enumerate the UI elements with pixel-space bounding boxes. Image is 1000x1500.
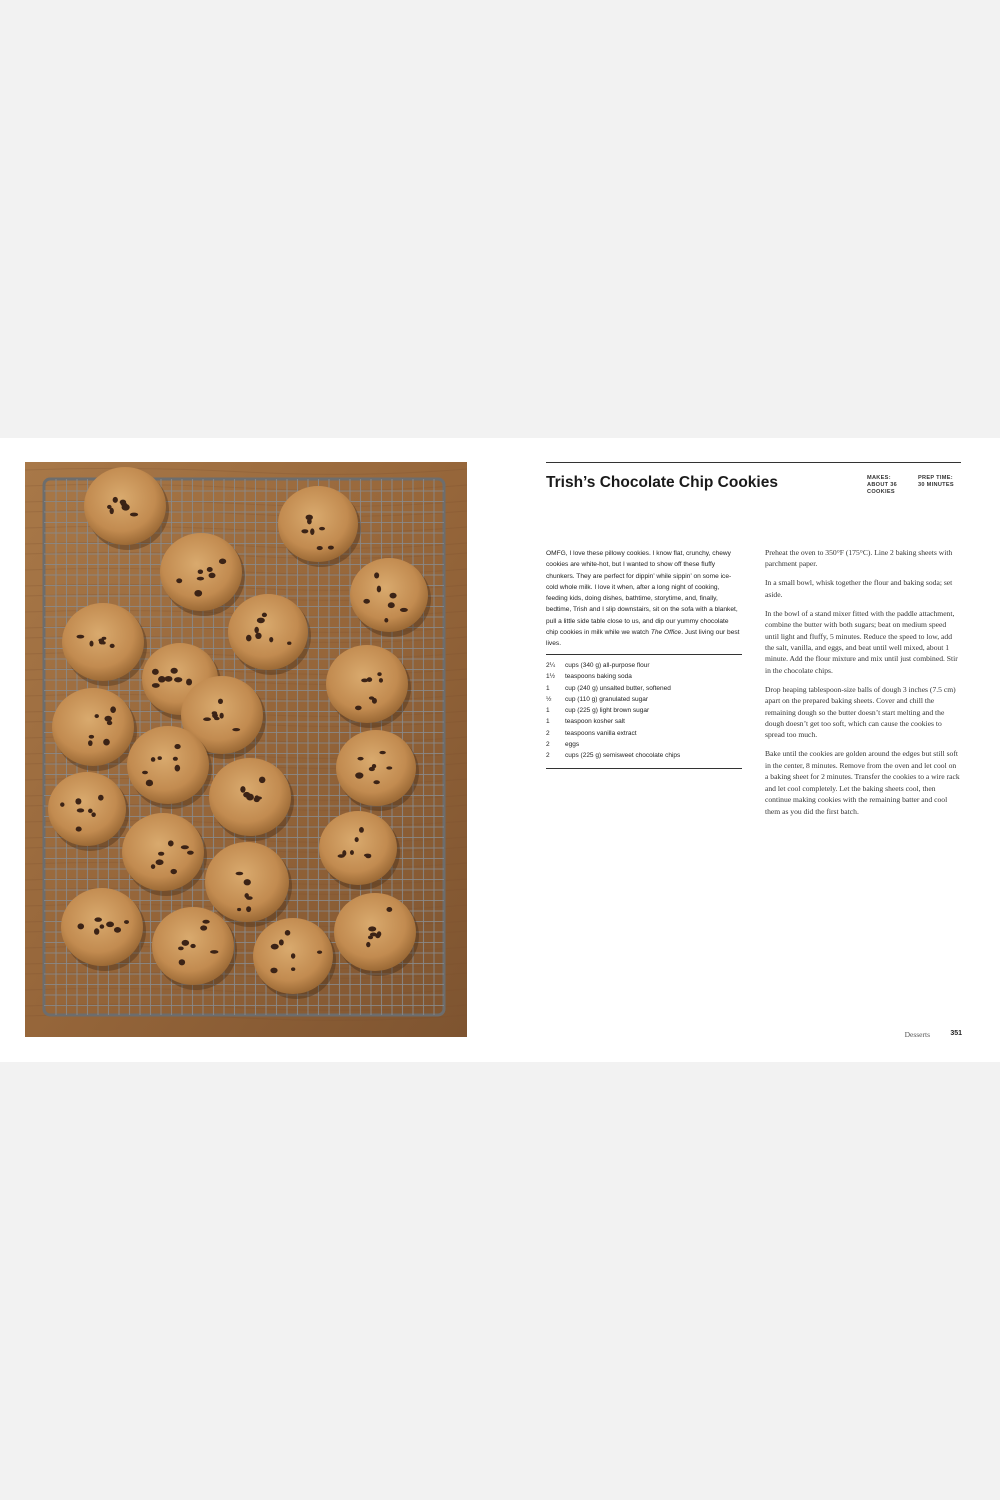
ingredient-item <box>546 694 742 705</box>
ingredients-rule-bottom <box>546 768 742 769</box>
ingredient-item <box>546 739 742 750</box>
ingredient-item <box>546 671 742 682</box>
book-spread <box>0 438 1000 1062</box>
ingredient-name: teaspoons vanilla extract <box>565 729 637 737</box>
ingredient-name: eggs <box>565 741 580 749</box>
method-step: In a small bowl, whisk together the flour and baking soda; set aside. <box>765 578 953 599</box>
ingredient-name: cup (240 g) unsalted butter, softened <box>565 684 671 692</box>
ingredient-qty: 1½ <box>546 673 556 681</box>
ingredient-item <box>546 716 742 727</box>
cookies-on-rack-image <box>25 462 467 1037</box>
ingredient-name: cup (225 g) light brown sugar <box>565 707 650 715</box>
ingredient-qty: 2¼ <box>546 662 556 669</box>
ingredient-qty: 1 <box>546 718 550 726</box>
intro-text: OMFG, I love these pillowy cookies. I know flat, crunchy, chewy cookies are white-hot, but I wanted to show off these fluffy chunkers. They are perfect for dippin’ while sippin’ on some ice-cold whole milk. I love it when, after a long night of cooking, feeding kids, doing dishes, bathtime, storytime, and, finally, bedtime, Trish and I slip downstairs, sit on the sofa with a blanket, pull a little side table close to us, and dip our yummy chocolate chip cookies in milk while we watch <box>546 550 738 637</box>
makes-value-line-2: COOKIES <box>867 489 895 495</box>
method-step: Drop heaping tablespoon-size balls of dough 3 inches (7.5 cm) apart on the prepared baking sheets. Cover and chill the remaining dough so the butter doesn’t start melting and the dough doesn’t get too soft, which can cause the cookies to spread too much. <box>765 684 956 740</box>
recipe-intro <box>546 548 742 650</box>
ingredient-item <box>546 705 742 716</box>
method-step: In the bowl of a stand mixer fitted with the paddle attachment, combine the butter with both sugars; beat on medium speed until light and fluffy, 5 minutes. Reduce the speed to low, add the salt, vanilla, and eggs, and beat until well mixed, about 1 minute. Add the flour mixture and mix until just combined. Stir in the chocolate chips. <box>765 608 958 675</box>
prep-label: PREP TIME: <box>918 475 953 481</box>
method-steps <box>765 547 961 825</box>
intro-text-end: . Just living our best lives. <box>546 629 740 648</box>
method-step: Preheat the oven to 350°F (175°C). Line 2 baking sheets with parchment paper. <box>765 548 953 569</box>
makes-label: MAKES: <box>867 475 891 481</box>
method-step: Bake until the cookies are golden around the edges but still soft in the center, 8 minutes. Remove from the oven and let cool on a baking sheet for 2 minutes. Transfer the cookies to a wire rack and let cool completely. Let the baking sheets cool, then continue making cookies with the remaining batter and cool them as you did the first batch. <box>765 749 960 816</box>
ingredient-item <box>546 683 742 694</box>
ingredient-item <box>546 728 742 739</box>
ingredient-qty: 2 <box>546 741 550 749</box>
prep-time-info <box>918 475 962 489</box>
ingredient-qty: 1 <box>546 684 550 692</box>
ingredients-rule-top <box>546 654 742 655</box>
cookies-photo <box>25 462 467 1037</box>
ingredient-item <box>546 750 742 761</box>
page-number: 351 <box>950 1030 962 1037</box>
recipe-title: Trish’s Chocolate Chip Cookies <box>546 474 778 491</box>
header-rule <box>546 462 961 463</box>
ingredient-qty: 1 <box>546 707 550 715</box>
intro-show-title: The Office <box>650 629 682 637</box>
ingredient-qty: 2 <box>546 729 550 737</box>
ingredient-name: teaspoon kosher salt <box>565 718 625 726</box>
ingredient-qty: 2 <box>546 752 550 760</box>
makes-info <box>867 475 913 496</box>
makes-value-line-1: ABOUT 36 <box>867 482 898 488</box>
running-footer-section: Desserts <box>904 1030 930 1039</box>
ingredient-name: teaspoons baking soda <box>565 673 632 681</box>
ingredient-name: cups (340 g) all-purpose flour <box>565 662 650 669</box>
ingredient-qty: ½ <box>546 695 552 703</box>
prep-value: 30 MINUTES <box>918 482 954 488</box>
ingredient-name: cups (225 g) semisweet chocolate chips <box>565 752 681 760</box>
ingredient-name: cup (110 g) granulated sugar <box>565 695 648 703</box>
ingredients-list <box>546 660 742 762</box>
ingredient-item <box>546 660 742 671</box>
